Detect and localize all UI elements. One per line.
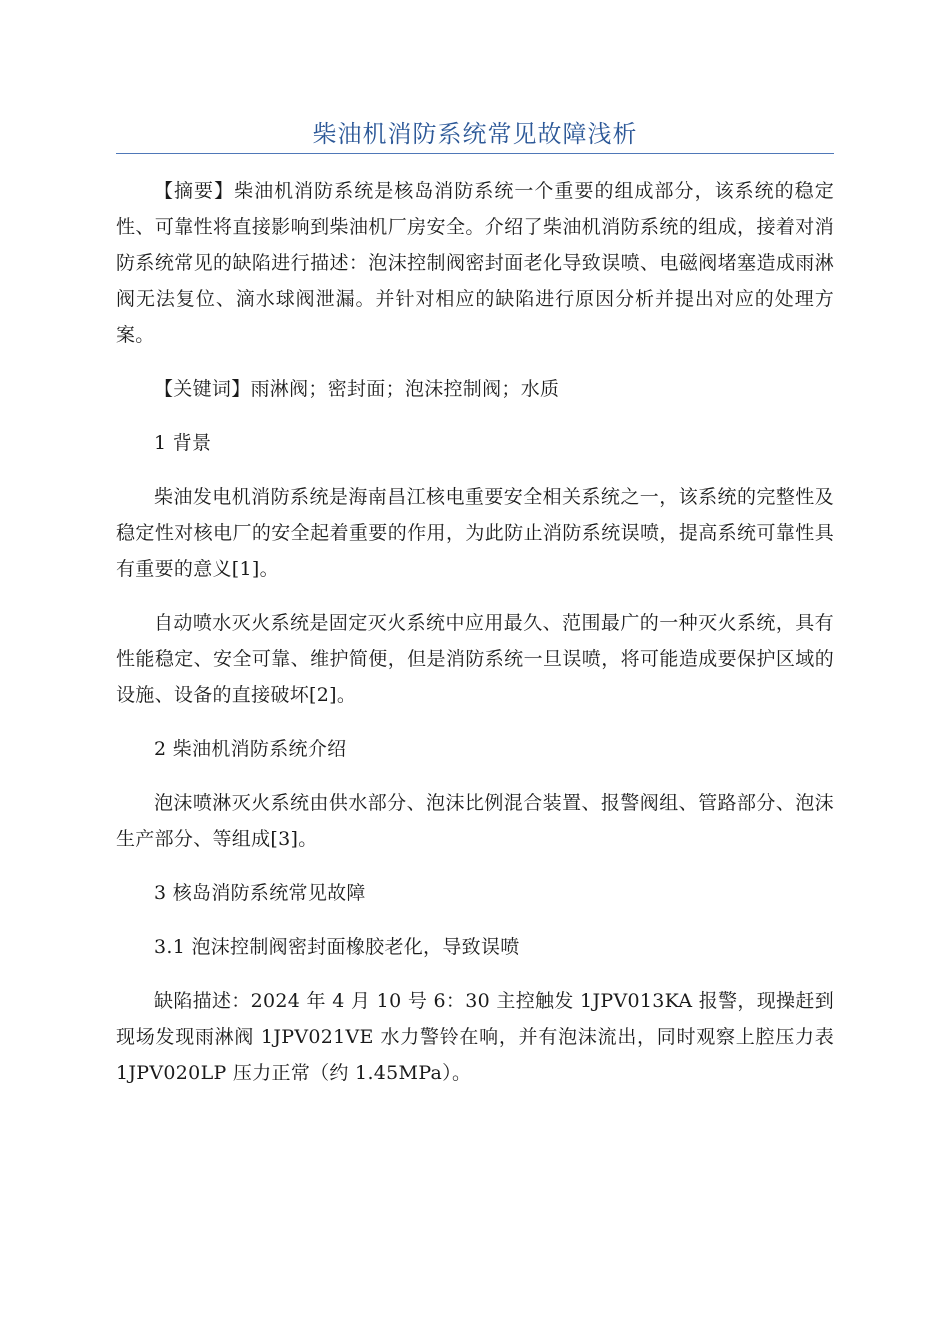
body-paragraph: 自动喷水灭火系统是固定灭火系统中应用最久、范围最广的一种灭火系统，具有性能稳定、安全可靠、维护简便，但是消防系统一旦误喷，将可能造成要保护区域的设施、设备的直接破坏[2]。: [116, 612, 834, 706]
keywords-paragraph: 【关键词】雨淋阀；密封面；泡沫控制阀；水质: [154, 378, 560, 400]
section-heading-system-intro: 2 柴油机消防系统介绍: [154, 738, 347, 760]
section-heading-common-faults: 3 核岛消防系统常见故障: [154, 882, 366, 904]
title-underline: [116, 153, 834, 154]
abstract-paragraph: 【摘要】柴油机消防系统是核岛消防系统一个重要的组成部分，该系统的稳定性、可靠性将直接影响到柴油机厂房安全。介绍了柴油机消防系统的组成，接着对消防系统常见的缺陷进行描述：泡沫控制阀密封面老化导致误喷、电磁阀堵塞造成雨淋阀无法复位、滴水球阀泄漏。并针对相应的缺陷进行原因分析并提出对应的处理方案。: [116, 180, 834, 346]
body-paragraph: 泡沫喷淋灭火系统由供水部分、泡沫比例混合装置、报警阀组、管路部分、泡沫生产部分、等组成[3]。: [116, 792, 834, 850]
defect-description-paragraph: 缺陷描述：2024 年 4 月 10 号 6：30 主控触发 1JPV013KA 报警，现操赶到现场发现雨淋阀 1JPV021VE 水力警铃在响，并有泡沫流出，同时观察上腔压力表 1JPV020LP 压力正常（约 1.45MPa）。: [116, 990, 834, 1084]
subsection-heading-seal-aging: 3.1 泡沫控制阀密封面橡胶老化，导致误喷: [154, 936, 520, 958]
document-title: 柴油机消防系统常见故障浅析: [312, 120, 638, 148]
section-heading-background: 1 背景: [154, 432, 212, 454]
document-body: [116, 173, 834, 1109]
body-paragraph: 柴油发电机消防系统是海南昌江核电重要安全相关系统之一，该系统的完整性及稳定性对核电厂的安全起着重要的作用，为此防止消防系统误喷，提高系统可靠性具有重要的意义[1]。: [116, 486, 834, 580]
